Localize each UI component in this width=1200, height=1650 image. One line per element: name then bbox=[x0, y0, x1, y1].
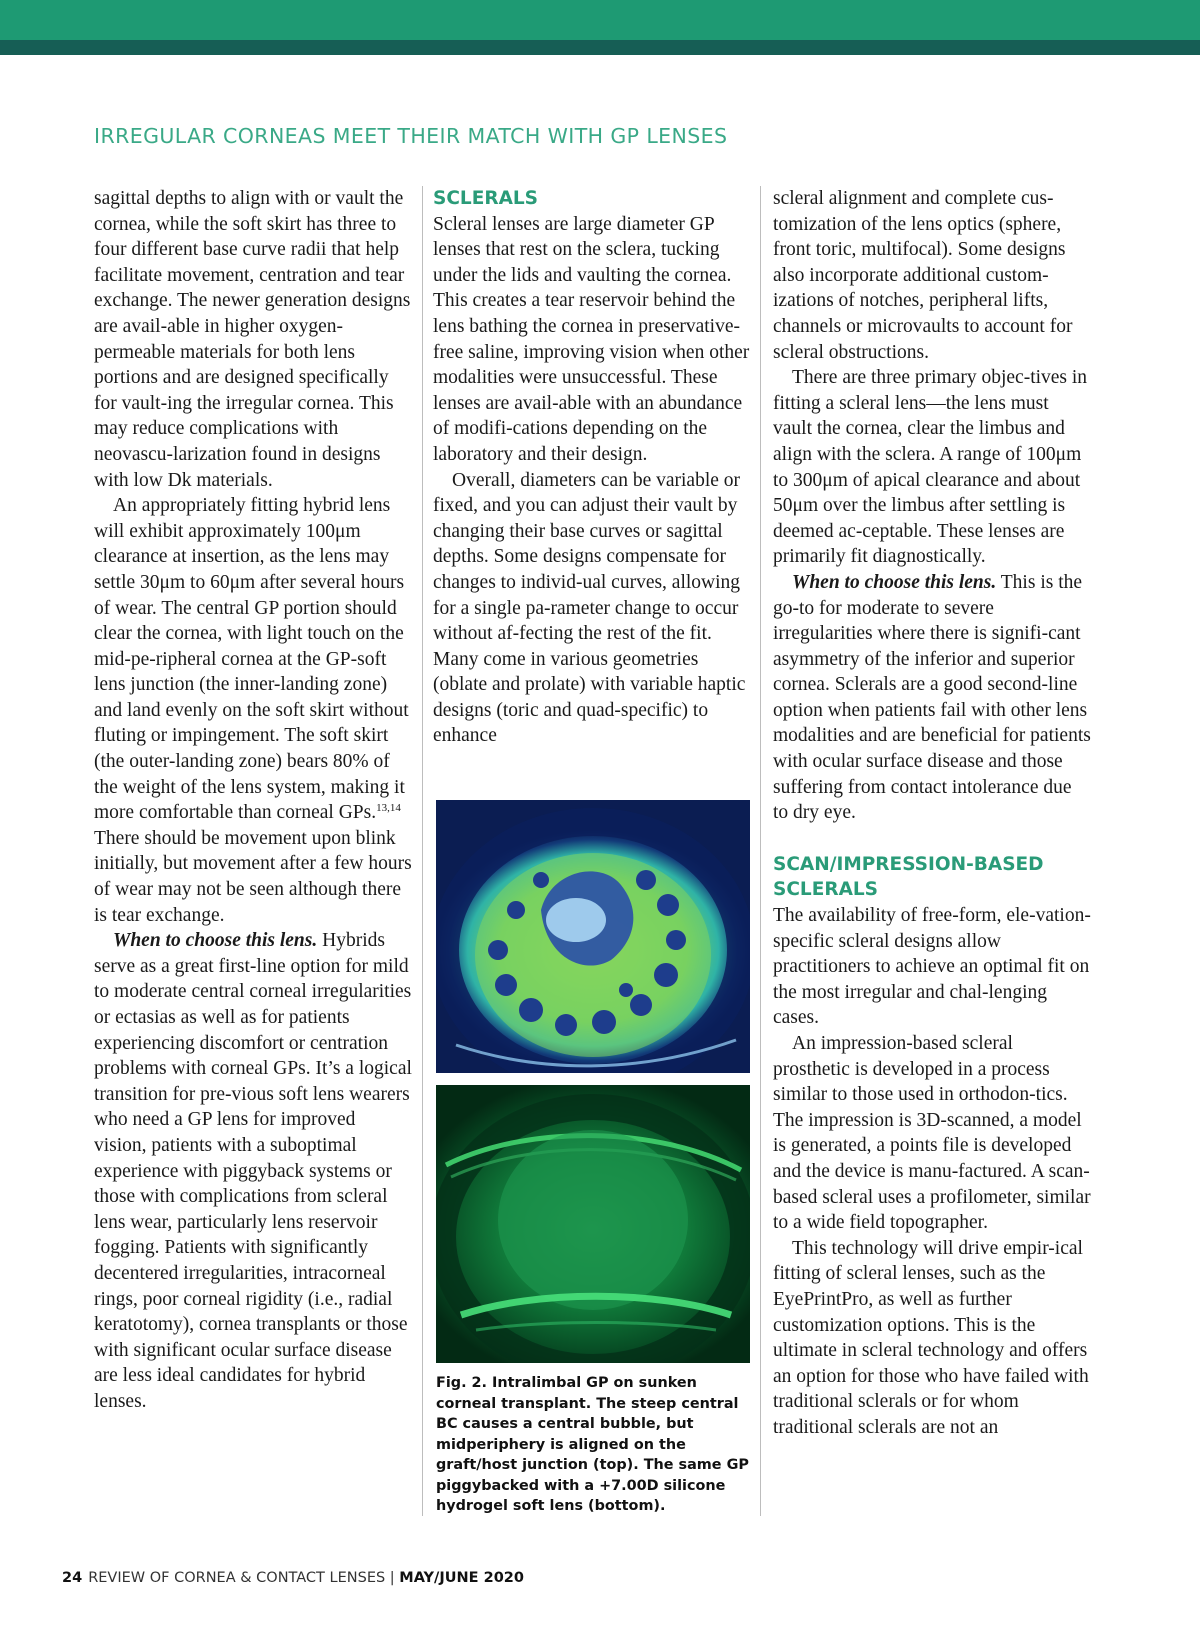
run-in-heading: When to choose this lens. bbox=[113, 930, 318, 952]
paragraph-text: An appropriately fitting hybrid lens will exhibit approximately 100μm clearance at insertion, as the lens may settle 30μm to 60μm after several hours of wear. The central GP portion should clear the cornea, with light touch on the mid-pe-ripheral cornea at the GP-soft lens junction (the inner-landing zone) and land evenly on the soft skirt without fluting or impingement. The soft skirt (the outer-landing zone) bears 80% of the weight of the lens system, making it more comfortable than corneal GPs. bbox=[94, 495, 409, 824]
top-color-band bbox=[0, 0, 1200, 40]
page-number: 24 bbox=[62, 1570, 83, 1586]
run-in-heading: When to choose this lens. bbox=[792, 571, 997, 593]
top-dark-band bbox=[0, 40, 1200, 55]
paragraph: There are three primary objec-tives in fitting a scleral lens—the lens must vault the cornea, clear the limbus and align with the sclera. A range of 100μm to 300μm of apical clearance and about 50μm over the limbus after settling is deemed ac-ceptable. These lenses are primarily fit diagnostically. bbox=[773, 367, 1088, 568]
issue-date: MAY/JUNE 2020 bbox=[399, 1570, 524, 1586]
figure-photo-top bbox=[436, 800, 750, 1073]
paragraph-text: There should be movement upon blink initially, but movement after a few hours of wear may not be seen although there is tear exchange. bbox=[94, 827, 412, 926]
paragraph: scleral alignment and complete cus-tomization of the lens optics (sphere, front toric, multifocal). Some designs also incorporate additional custom-izations of notches, peripheral lifts, channels or microvaults to account for scleral obstructions. bbox=[773, 188, 1073, 363]
column-2 bbox=[433, 186, 751, 749]
paragraph-text: Hybrids serve as a great first-line option for mild to moderate central corneal irregularities or ectasias as well as for patients experiencing discomfort or centration problems with corneal GPs. It’s a logical transition for pre-vious soft lens wearers who need a GP lens for improved vision, patients with a suboptimal experience with piggyback systems or those with complications from scleral lens wear, particularly lens reservoir fogging. Patients with significantly decentered irregularities, intracorneal rings, poor corneal rigidity (i.e., radial keratotomy), cornea transplants or those with significant ocular surface disease are less ideal candidates for hybrid lenses. bbox=[94, 930, 412, 1412]
column-1 bbox=[94, 186, 412, 1415]
section-heading: SCAN/IMPRESSION-BASED SCLERALS bbox=[773, 853, 1044, 901]
column-divider bbox=[760, 186, 761, 1516]
paragraph: This technology will drive empir-ical fitting of scleral lenses, such as the EyePrintPro, as well as further customization options. This is the ultimate in scleral technology and offers an option for those who have failed with traditional sclerals or for whom traditional sclerals are not an bbox=[773, 1237, 1089, 1438]
reference-superscript: 13,14 bbox=[376, 802, 401, 815]
paragraph bbox=[773, 570, 1091, 826]
running-head: IRREGULAR CORNEAS MEET THEIR MATCH WITH GP LENSES bbox=[94, 124, 728, 148]
footer-separator: | bbox=[385, 1570, 400, 1586]
fluorescein-piggyback-image bbox=[436, 1085, 750, 1363]
paragraph-text: This is the go-to for moderate to severe irregularities where there is signifi-cant asymmetry of the inferior and superior cornea. Sclerals are a good second-line option when patients fail with other lens modalities and are beneficial for patients with ocular surface disease and those suffering from contact intolerance due to dry eye. bbox=[773, 571, 1091, 824]
paragraph bbox=[94, 928, 412, 1414]
paragraph: An impression-based scleral prosthetic is developed in a process similar to those used in orthodon-tics. The impression is 3D-scanned, a model is generated, a points file is developed and the device is manu-factured. A scan-based scleral uses a profilometer, similar to a wide field topographer. bbox=[773, 1033, 1091, 1234]
figure-caption: Fig. 2. Intralimbal GP on sunken corneal transplant. The steep central BC causes a central bubble, but midperiphery is aligned on the graft/host junction (top). The same GP piggybacked with a +7.00D silicone hydrogel soft lens (bottom). bbox=[436, 1375, 749, 1514]
column-3 bbox=[773, 186, 1091, 1441]
paragraph: The availability of free-form, ele-vation-specific scleral designs allow practitioners to achieve an optimal fit on the most irregular and chal-lenging cases. bbox=[773, 905, 1091, 1029]
publication-name: REVIEW OF CORNEA & CONTACT LENSES bbox=[88, 1570, 386, 1586]
page-footer bbox=[62, 1570, 524, 1586]
column-divider bbox=[422, 186, 423, 1516]
paragraph: Scleral lenses are large diameter GP lenses that rest on the sclera, tucking under the lids and vaulting the cornea. This creates a tear reservoir behind the lens bathing the cornea in preservative-free saline, improving vision when other modalities were unsuccessful. These lenses are avail-able with an abundance of modifi-cations depending on the laboratory and their design. bbox=[433, 213, 750, 465]
section-heading: SCLERALS bbox=[433, 188, 539, 209]
paragraph: sagittal depths to align with or vault the cornea, while the soft skirt has three to four different base curve radii that help facilitate movement, centration and tear exchange. The newer generation designs are avail-able in higher oxygen-permeable materials for both lens portions and are designed specifically for vault-ing the irregular cornea. This may reduce complications with neovascu-larization found in designs with low Dk materials. bbox=[94, 188, 411, 491]
figure-photo-bottom bbox=[436, 1085, 750, 1363]
paragraph bbox=[94, 493, 412, 928]
paragraph: Overall, diameters can be variable or fixed, and you can adjust their vault by changing their base curves or sagittal depths. Some designs compensate for changes to individ-ual curves, allowing for a single pa-rameter change to occur without af-fecting the rest of the fit. Many come in various geometries (oblate and prolate) with variable haptic designs (toric and quad-specific) to enhance bbox=[433, 469, 746, 747]
fluorescein-scleral-image bbox=[436, 800, 750, 1073]
